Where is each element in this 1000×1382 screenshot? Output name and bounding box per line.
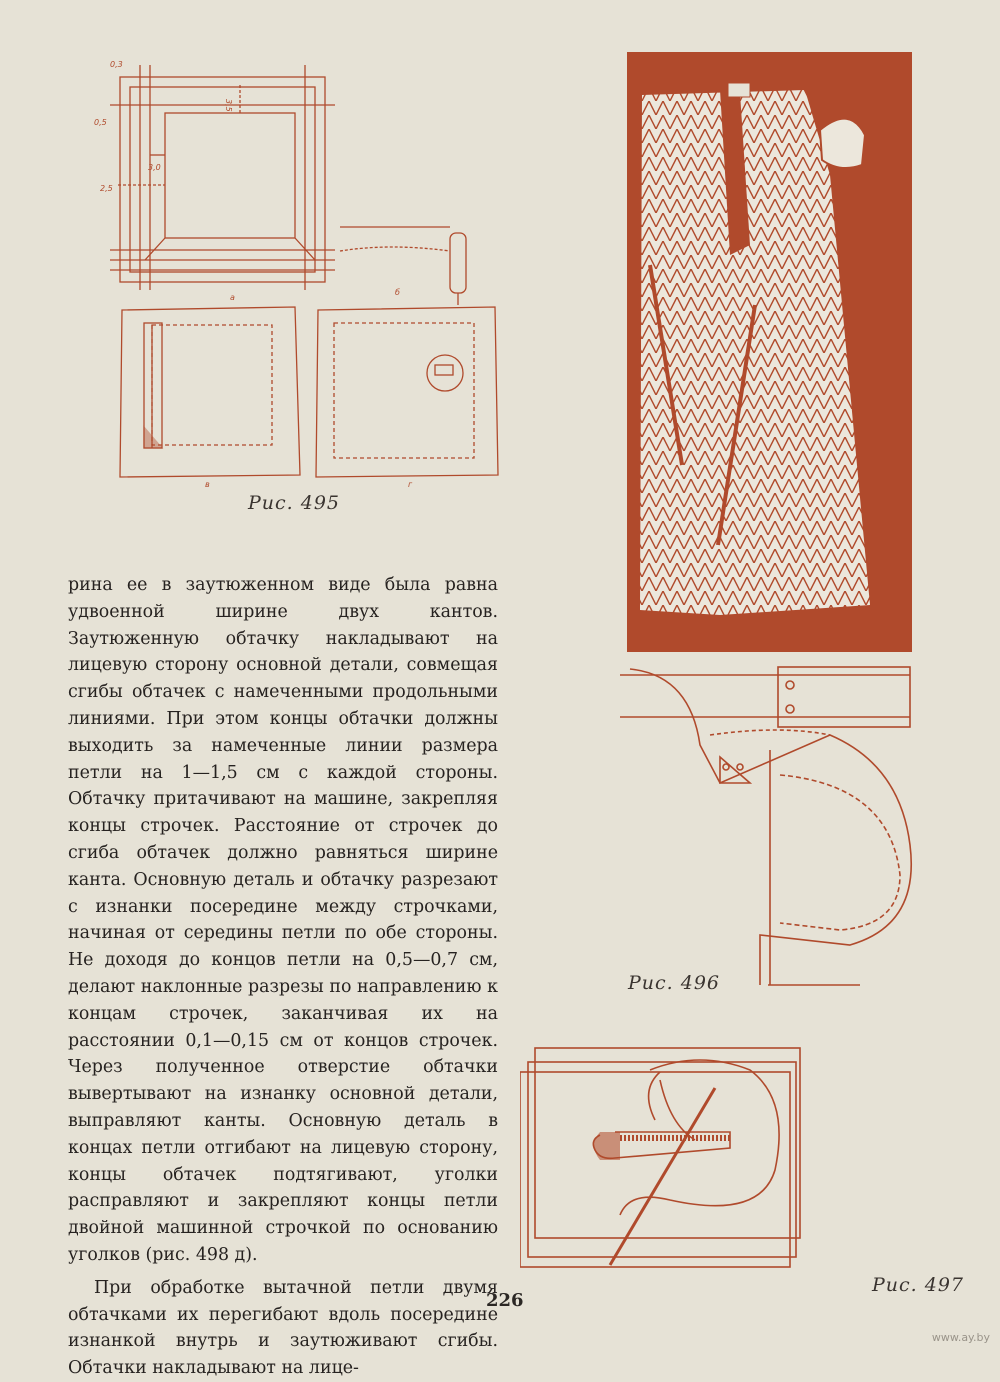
fig495-v — [120, 307, 300, 477]
caption-fig497: Рис. 497 — [872, 1274, 965, 1296]
fig495-label-v: в — [205, 480, 210, 489]
collar-drawing — [620, 667, 911, 985]
fig495-label-g: г — [408, 480, 413, 489]
dim-label: 3,5 — [224, 99, 233, 112]
body-text — [68, 572, 498, 1382]
caption-fig496: Рис. 496 — [628, 972, 721, 994]
watermark-text: www.ay.by — [931, 1331, 990, 1344]
dim-label: 2,5 — [100, 184, 113, 193]
dim-label: 0,3 — [110, 60, 123, 69]
caption-fig495: Рис. 495 — [248, 492, 341, 514]
fig495-b — [340, 227, 466, 305]
fig495-label-b: б — [395, 288, 400, 297]
figure-495 — [90, 55, 510, 495]
fig495-g — [316, 307, 498, 477]
fig495-dimensions — [94, 60, 233, 193]
paragraph-1: рина ее в заутюженном виде была равна удвоенной ширине двух кантов. Заутюженную обтачку накладывают на лицевую сторону основной детали, совмещая сгибы обтачек с намеченными продольными линиями. При этом концы обтачки должны выходить за намеченные линии размера петли на 1—1,5 см с каждой стороны. Обтачку притачивают на машине, закрепляя концы строчек. Расстояние от строчек до сгиба обтачек должно равняться ширине канта. Основную деталь и обтачку разрезают с изнанки посередине между строчками, начиная от середины петли по обе стороны. Не доходя до концов петли на 0,5—0,7 см, делают наклонные разрезы по направлению к концам строчек, заканчивая их на расстоянии 0,1—0,15 см от концов строчек. Через полученное отверстие обтачки вывертывают на изнанку основной детали, выправляют канты. Основную деталь в концах петли отгибают на лицевую сторону, концы обтачек подтягивают, уголки расправляют и закрепляют концы петли двойной машинной строчкой по основанию уголков (рис. 498 д). — [68, 575, 498, 1265]
paragraph-2: При обработке вытачной петли двумя обтачками их перегибают вдоль посередине изнанкой внутрь и заутюживают сгибы. Обтачки накладывают на лице- — [68, 1277, 498, 1379]
dim-label: 3,0 — [148, 163, 161, 172]
fig495-label-a: а — [230, 293, 235, 302]
figure-496 — [600, 45, 920, 995]
figure-497 — [520, 1040, 820, 1285]
page-number: 226 — [486, 1290, 524, 1311]
dim-label: 0,5 — [94, 118, 107, 127]
